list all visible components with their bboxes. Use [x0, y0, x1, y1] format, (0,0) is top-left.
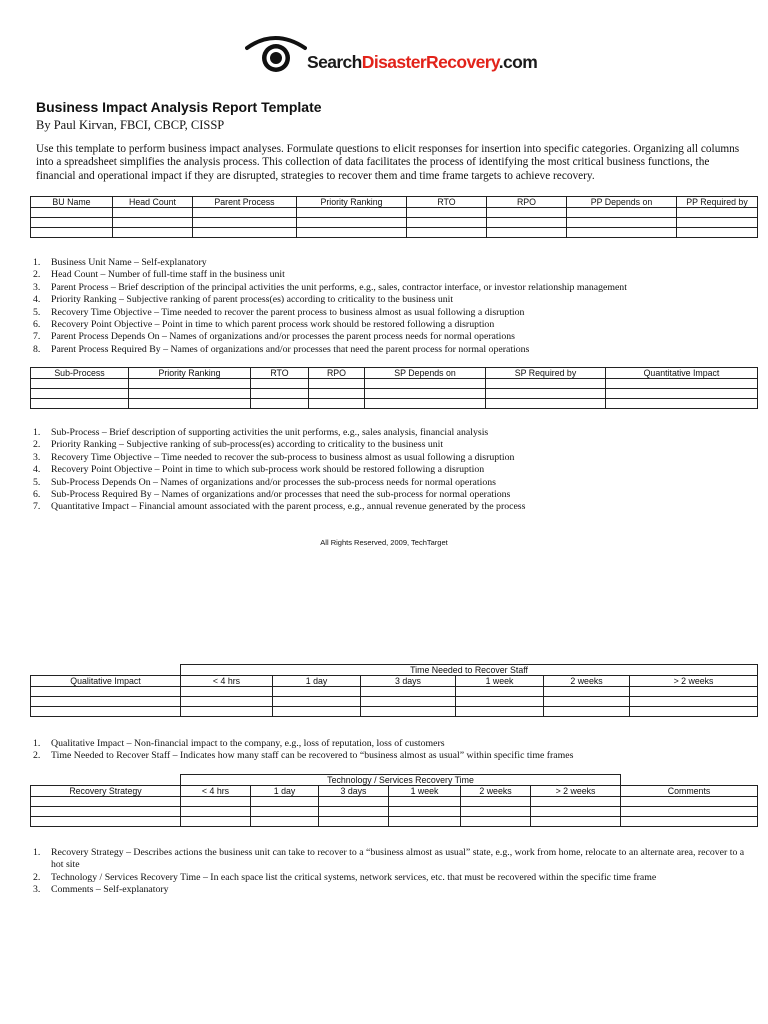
list-item: 2. Time Needed to Recover Staff – Indicates how many staff can be recovered to “business almost as usual” within specific time frames	[33, 750, 574, 762]
table-row	[31, 707, 758, 717]
table-row	[31, 817, 758, 827]
technology-recovery-table	[30, 774, 758, 827]
column-header: Sub-Process	[31, 368, 129, 379]
column-header: 1 week	[456, 676, 544, 687]
table-row	[31, 218, 758, 228]
table-group-header-row	[31, 775, 758, 786]
column-header: Priority Ranking	[297, 197, 407, 208]
list-item: 2. Priority Ranking – Subjective ranking of sub-process(es) according to criticality to the business unit	[33, 439, 444, 451]
column-header: SP Depends on	[365, 368, 486, 379]
staff-recovery-table	[30, 664, 758, 717]
column-header: Parent Process	[193, 197, 297, 208]
column-header: 2 weeks	[461, 786, 531, 797]
table-row	[31, 807, 758, 817]
sub-process-table	[30, 367, 758, 409]
column-header: PP Required by	[677, 197, 758, 208]
copyright-notice: All Rights Reserved, 2009, TechTarget	[320, 538, 448, 547]
column-header: BU Name	[31, 197, 113, 208]
list-item: 2. Head Count – Number of full-time staff in the business unit	[33, 269, 285, 281]
table-row	[31, 687, 758, 697]
list-item: 6. Recovery Point Objective – Point in time to which parent process work should be restored following a disruption	[33, 319, 495, 331]
list-item: 4. Priority Ranking – Subjective ranking of parent process(es) according to criticality to the business unit	[33, 294, 454, 306]
column-header: RTO	[407, 197, 487, 208]
column-header: Head Count	[113, 197, 193, 208]
list-item: 1. Recovery Strategy – Describes actions the business unit can take to recover to a “business almost as usual” state, e.g., work from home, relocate to an alternate area, recover to a hot site	[33, 847, 745, 871]
column-header: Priority Ranking	[129, 368, 251, 379]
table-header-row	[31, 786, 758, 797]
column-header: < 4 hrs	[181, 786, 251, 797]
page-title: Business Impact Analysis Report Template	[36, 99, 322, 115]
table-row	[31, 379, 758, 389]
column-header: > 2 weeks	[531, 786, 621, 797]
sub-process-table-notes	[33, 427, 753, 514]
list-item: 5. Sub-Process Depends On – Names of organizations and/or processes the sub-process needs for normal operations	[33, 476, 496, 488]
table-row	[31, 389, 758, 399]
column-header: 2 weeks	[544, 676, 630, 687]
eye-logo-icon	[245, 34, 307, 80]
column-header: Comments	[621, 786, 758, 797]
column-header: > 2 weeks	[630, 676, 758, 687]
list-item: 7. Parent Process Depends On – Names of organizations and/or processes the parent process needs for normal operations	[33, 331, 515, 343]
column-header: 1 week	[389, 786, 461, 797]
list-item: 3. Parent Process – Brief description of the principal activities the unit performs, e.g., sales, contractor interface, or investor relationship management	[33, 281, 627, 293]
column-header: < 4 hrs	[181, 676, 273, 687]
list-item: 1. Qualitative Impact – Non-financial impact to the company, e.g., loss of reputation, loss of customers	[33, 738, 445, 749]
column-header: Quantitative Impact	[606, 368, 758, 379]
list-item: 7. Quantitative Impact – Financial amount associated with the parent process, e.g., annual revenue generated by the process	[33, 501, 526, 513]
table-header-row	[31, 197, 758, 208]
bu-table-notes	[33, 257, 753, 356]
technology-recovery-notes	[33, 847, 758, 897]
list-item: 3. Comments – Self-explanatory	[33, 884, 169, 896]
bu-table	[30, 196, 758, 238]
logo	[245, 34, 538, 80]
table-row	[31, 697, 758, 707]
list-item: 8. Parent Process Required By – Names of organizations and/or processes that need the parent process for normal operations	[33, 343, 530, 355]
list-item: 2. Technology / Services Recovery Time – In each space list the critical systems, network services, etc. that must be recovered within the specific time frame	[33, 871, 657, 883]
column-header: 3 days	[319, 786, 389, 797]
table-row	[31, 399, 758, 409]
table-row	[31, 797, 758, 807]
list-item: 4. Recovery Point Objective – Point in time to which sub-process work should be restored following a disruption	[33, 464, 485, 476]
table-header-row	[31, 368, 758, 379]
list-item: 1. Sub-Process – Brief description of supporting activities the unit performs, e.g., sales analysis, financial analysis	[33, 427, 489, 438]
group-header: Technology / Services Recovery Time	[181, 775, 621, 786]
list-item: 6. Sub-Process Required By – Names of organizations and/or processes that need the sub-process for normal operations	[33, 489, 511, 501]
table-header-row	[31, 676, 758, 687]
intro-paragraph: Use this template to perform business impact analyses. Formulate questions to elicit responses for insertion into specific categories. Organizing all columns into a spreadsheet simplifies the analysis process. This collection of data facilitates the process of identifying the most critical business functions, the financial and operational impact if they are disrupted, strategies to recover them and time frame targets to achieve recovery.	[36, 143, 740, 182]
table-row	[31, 208, 758, 218]
list-item: 3. Recovery Time Objective – Time needed to recover the sub-process to business almost as usual following a disruption	[33, 451, 515, 463]
column-header: PP Depends on	[567, 197, 677, 208]
column-header: RTO	[251, 368, 309, 379]
column-header: 1 day	[251, 786, 319, 797]
author-line: By Paul Kirvan, FBCI, CBCP, CISSP	[36, 118, 225, 132]
column-header: Recovery Strategy	[31, 786, 181, 797]
group-header: Time Needed to Recover Staff	[181, 665, 758, 676]
table-row	[31, 228, 758, 238]
column-header: RPO	[309, 368, 365, 379]
logo-wordmark: SearchDisasterRecovery.com	[307, 52, 538, 72]
column-header: 3 days	[361, 676, 456, 687]
column-header: SP Required by	[486, 368, 606, 379]
column-header: Qualitative Impact	[31, 676, 181, 687]
column-header: RPO	[487, 197, 567, 208]
staff-recovery-notes	[33, 738, 753, 763]
table-group-header-row	[31, 665, 758, 676]
list-item: 1. Business Unit Name – Self-explanatory	[33, 257, 207, 268]
list-item: 5. Recovery Time Objective – Time needed to recover the parent process to business almost as usual following a disruption	[33, 306, 525, 318]
column-header: 1 day	[273, 676, 361, 687]
